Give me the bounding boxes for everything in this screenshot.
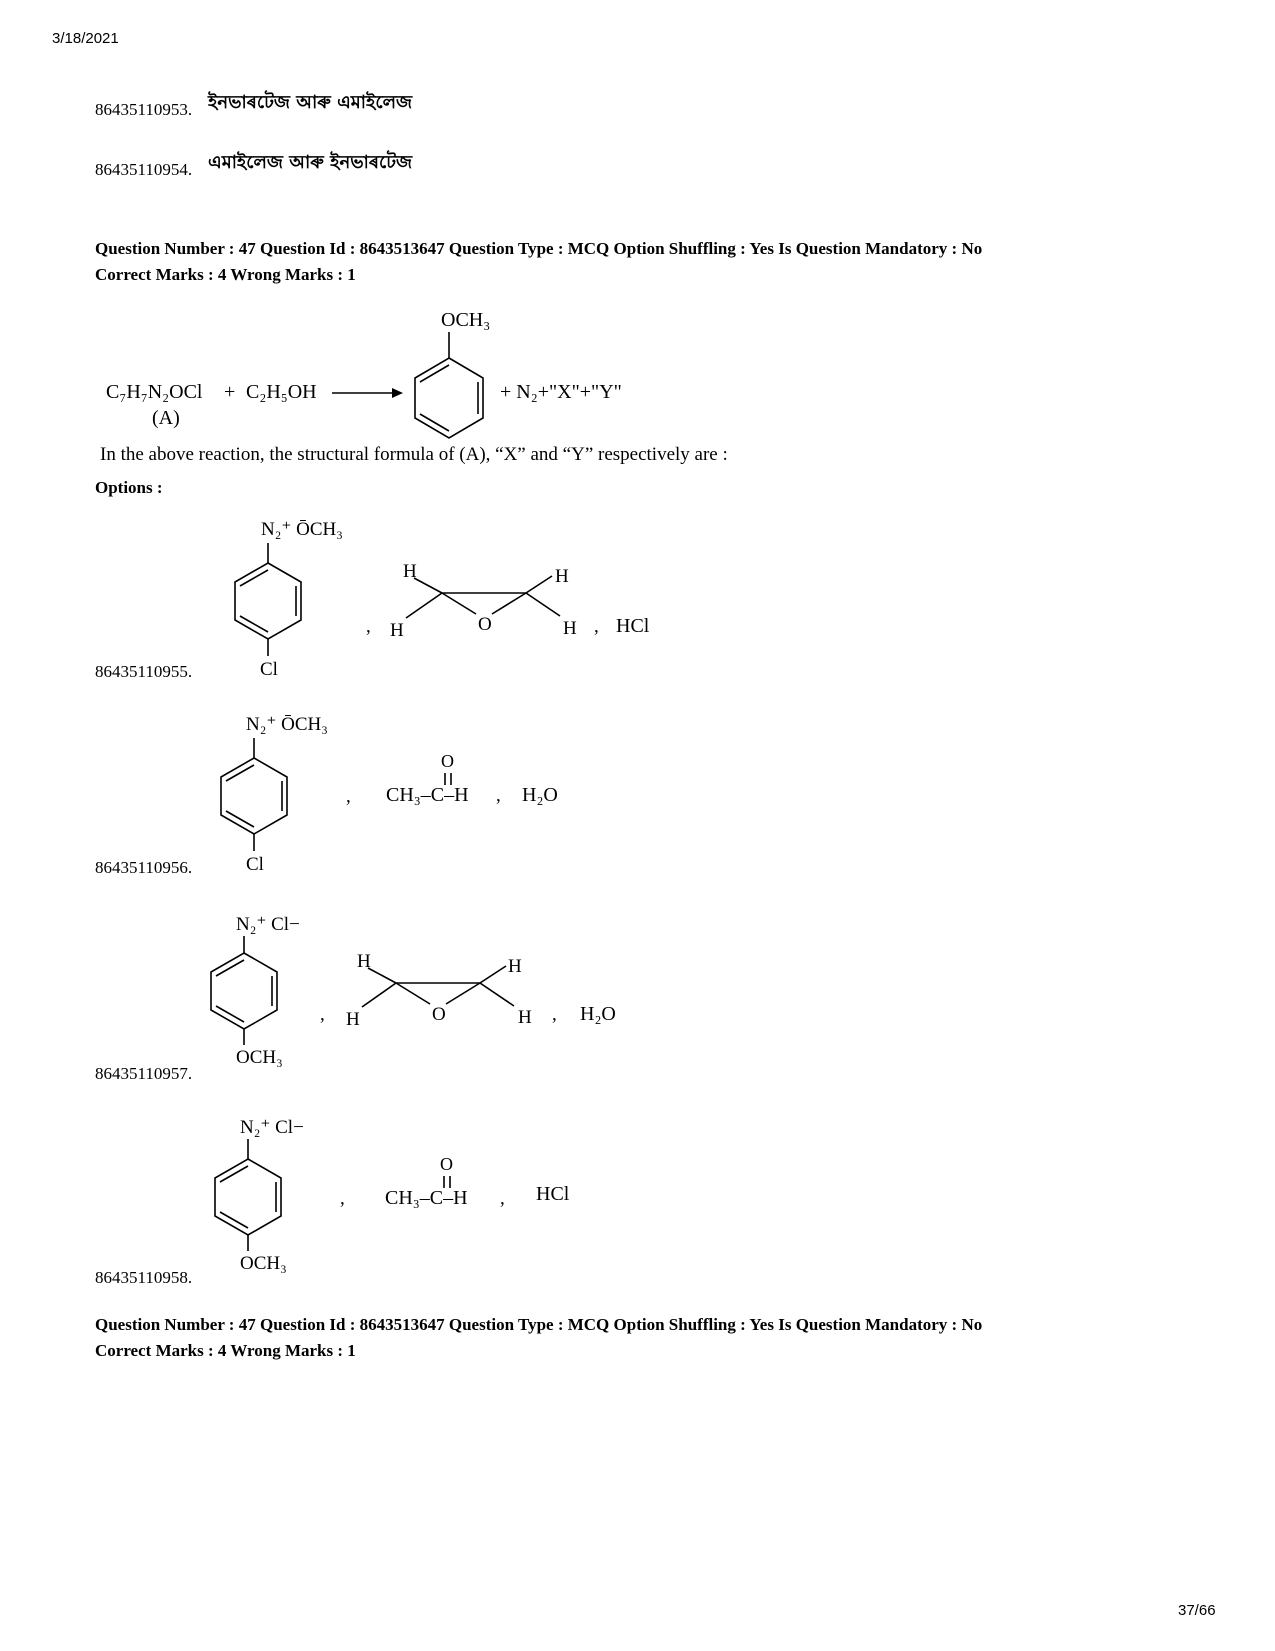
svg-text:H: H <box>563 618 577 639</box>
question-meta: Question Number : 47 Question Id : 8643513647 Question Type : MCQ Option Shuffling : Yes Is Question Mandatory : No <box>95 239 983 258</box>
svg-text:H: H <box>357 951 371 972</box>
diazonium-group: N₂⁺ Cl− <box>236 914 300 935</box>
page-number: 37/66 <box>1178 1602 1216 1619</box>
next-question-header <box>95 1312 982 1364</box>
plus-sign: + <box>224 381 236 403</box>
para-substituent: OCH₃ <box>240 1253 287 1274</box>
option-4-structure <box>200 1108 700 1283</box>
product-y: HCl <box>616 615 650 637</box>
svg-text:H: H <box>346 1009 360 1030</box>
svg-text:H: H <box>555 566 569 587</box>
diazonium-group: N₂⁺ Cl− <box>240 1117 304 1138</box>
separator: , <box>594 616 599 637</box>
option-3-structure <box>200 905 700 1080</box>
option-text: এমাইলেজ আৰু ইনভাৰটেজ <box>208 152 413 173</box>
svg-text:H: H <box>403 561 417 582</box>
separator: , <box>496 785 501 806</box>
separator: , <box>346 786 351 807</box>
product-y: HCl <box>536 1183 570 1205</box>
carbonyl-oxygen: O <box>441 751 454 771</box>
para-substituent: Cl <box>246 854 264 875</box>
product-x: CH₃–C–H <box>386 784 469 806</box>
carbonyl-oxygen: O <box>440 1154 453 1174</box>
separator: , <box>340 1188 345 1209</box>
separator: , <box>552 1004 557 1025</box>
reactant-a: C₇H₇N₂OCl <box>106 381 203 403</box>
question-marks: Correct Marks : 4 Wrong Marks : 1 <box>95 1341 356 1360</box>
svg-text:H: H <box>508 956 522 977</box>
epoxide-structure <box>346 951 532 1030</box>
option-text: ইনভাৰটেজ আৰু এমাইলেজ <box>208 92 413 113</box>
product-y: H₂O <box>580 1003 616 1025</box>
diazonium-group: N₂⁺ ŌCH₃ <box>261 519 343 540</box>
product-substituent: OCH₃ <box>441 309 491 331</box>
option-2-structure <box>200 705 700 875</box>
option-id: 86435110958. <box>95 1268 193 1287</box>
question-meta: Question Number : 47 Question Id : 8643513647 Question Type : MCQ Option Shuffling : Yes Is Question Mandatory : No <box>95 1315 983 1334</box>
separator: , <box>366 616 371 637</box>
option-1-structure <box>200 510 700 680</box>
question-marks: Correct Marks : 4 Wrong Marks : 1 <box>95 265 356 284</box>
option-id: 86435110955. <box>95 662 193 681</box>
product-x: CH₃–C–H <box>385 1187 468 1209</box>
reaction-products: + N₂+"X"+"Y" <box>500 381 622 403</box>
option-id: 86435110954. <box>95 160 193 179</box>
separator: , <box>320 1004 325 1025</box>
product-y: H₂O <box>522 784 558 806</box>
separator: , <box>500 1188 505 1209</box>
option-id: 86435110956. <box>95 858 193 877</box>
anisole-ring <box>415 332 483 438</box>
reaction-arrow-head <box>392 388 403 398</box>
para-substituent: Cl <box>260 659 278 680</box>
option-id: 86435110957. <box>95 1064 193 1083</box>
question-text: In the above reaction, the structural formula of (A), “X” and “Y” respectively are : <box>100 444 728 465</box>
svg-text:O: O <box>432 1004 446 1025</box>
epoxide-structure <box>390 561 577 641</box>
options-label: Options : <box>95 478 163 497</box>
para-substituent: OCH₃ <box>236 1047 283 1068</box>
svg-text:H: H <box>518 1007 532 1028</box>
option-id: 86435110953. <box>95 100 193 119</box>
diazonium-group: N₂⁺ ŌCH₃ <box>246 714 328 735</box>
reactant-label: (A) <box>152 407 180 429</box>
svg-text:O: O <box>478 614 492 635</box>
print-date: 3/18/2021 <box>52 30 119 47</box>
svg-text:H: H <box>390 620 404 641</box>
reactant-ethanol: C₂H₅OH <box>246 381 317 403</box>
